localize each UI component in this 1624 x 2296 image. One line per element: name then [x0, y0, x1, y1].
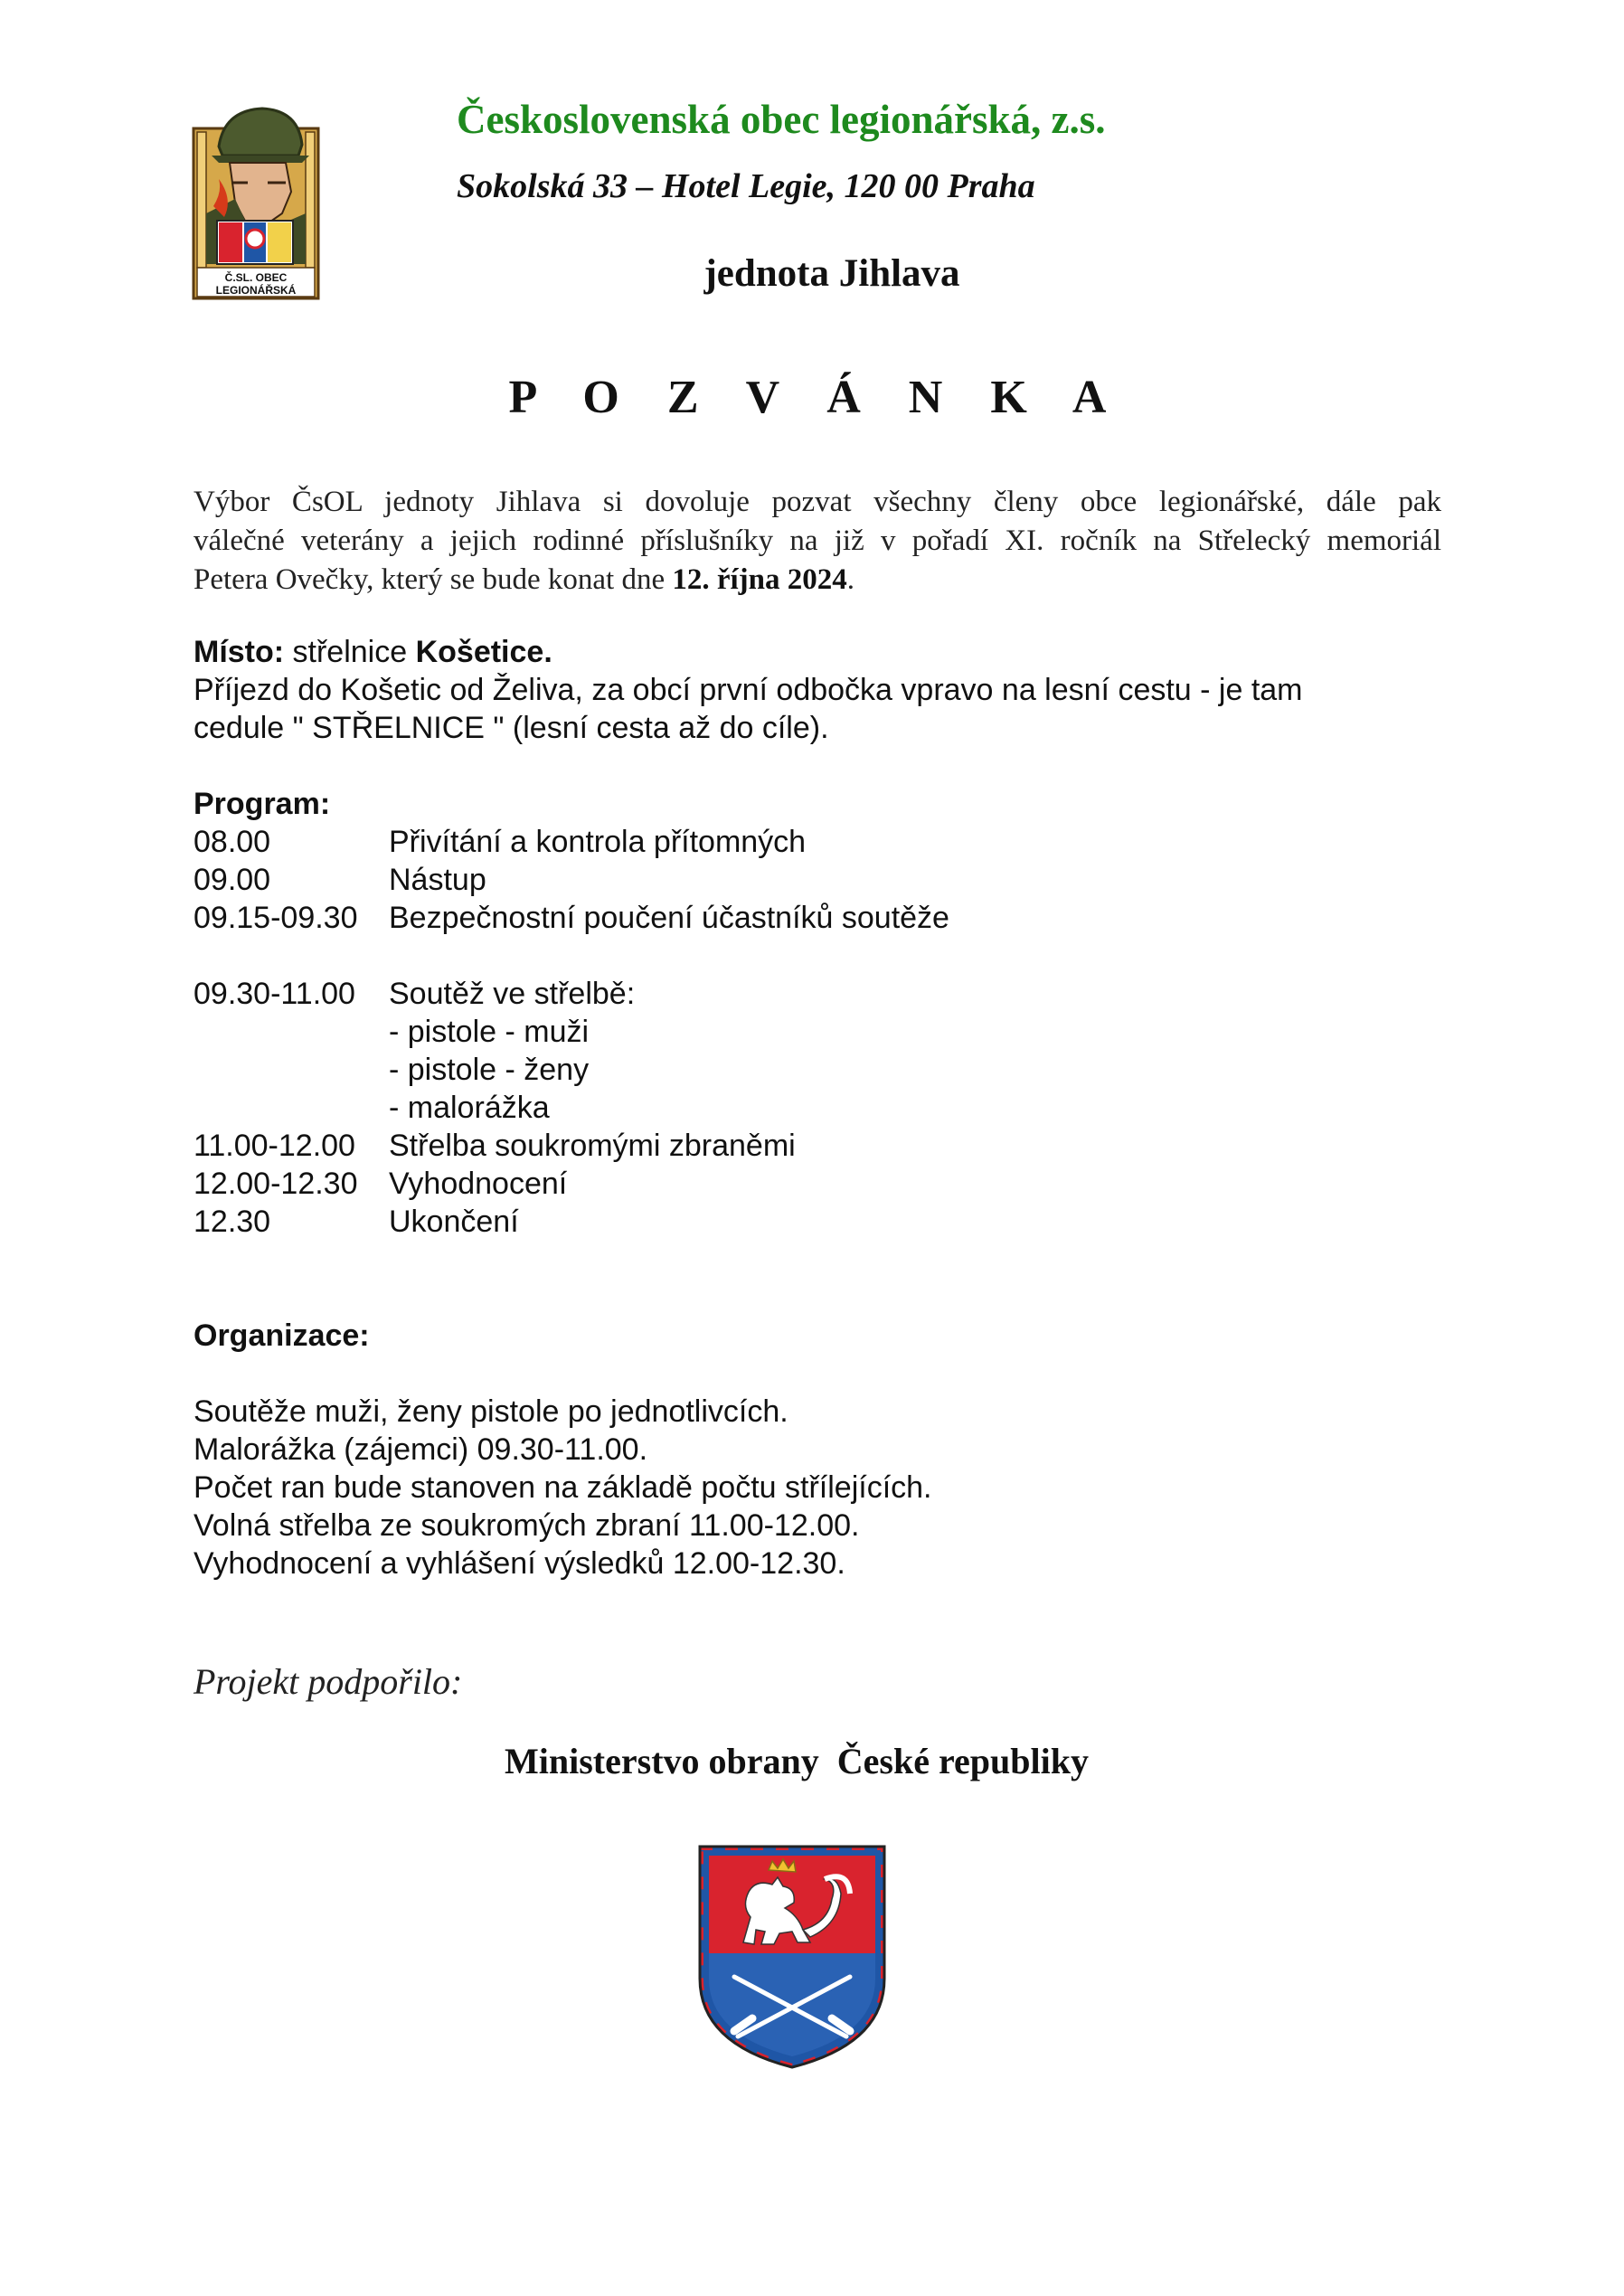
- program-item: Bezpečnostní poučení účastníků soutěže: [389, 901, 949, 935]
- program-item: - pistole - ženy: [389, 1053, 590, 1087]
- program-time: [194, 1013, 389, 1051]
- branch-name: jednota Jihlava: [703, 252, 960, 295]
- intro-line-3-end: .: [846, 563, 855, 596]
- program-item: Soutěž ve střelbě:: [389, 977, 636, 1011]
- program-row: [194, 975, 1369, 1013]
- program-time: 09.00: [194, 863, 271, 897]
- program-time: 11.00-12.00: [194, 1129, 355, 1163]
- program-item: Ukončení: [389, 1205, 519, 1239]
- intro-line-3-text: Petera Ovečky, který se bude konat dne: [194, 563, 673, 596]
- program-row: [194, 899, 1369, 937]
- organization-line: Vyhodnocení a vyhlášení výsledků 12.00-12.30.: [194, 1546, 845, 1581]
- place-prefix: střelnice: [284, 635, 416, 669]
- organization-line: Malorážka (zájemci) 09.30-11.00.: [194, 1432, 648, 1467]
- program-item: - malorážka: [389, 1091, 550, 1125]
- logo-text-bottom: LEGIONÁŘSKÁ: [215, 284, 297, 297]
- organization-section: [194, 1317, 1369, 1583]
- program-item: Přivítání a kontrola přítomných: [389, 825, 807, 859]
- program-time: 12.30: [194, 1205, 271, 1239]
- intro-line-3: [194, 561, 1441, 600]
- intro-line-1: Výbor ČsOL jednoty Jihlava si dovoluje pozvat všechny členy obce legionářské, dále pak: [194, 486, 1441, 518]
- place-line: [194, 633, 1459, 671]
- program-item: Vyhodnocení: [389, 1167, 568, 1201]
- program-spacer: [194, 937, 1369, 975]
- program-row: [194, 1127, 1369, 1165]
- program-item: - pistole - muži: [389, 1015, 590, 1049]
- program-item: Nástup: [389, 863, 486, 897]
- ministry-emblem: [696, 1843, 888, 2071]
- organization-heading: Organizace:: [194, 1318, 370, 1353]
- org-name: Československá obec legionářská, z.s.: [457, 97, 1106, 142]
- program-row: [194, 823, 1369, 861]
- place-directions-2: cedule " STŘELNICE " (lesní cesta až do cíle).: [194, 711, 829, 745]
- org-address: Sokolská 33 – Hotel Legie, 120 00 Praha: [457, 167, 1035, 205]
- page-title: P O Z V Á N K A: [508, 372, 1125, 423]
- ministry-name: Ministerstvo obrany České republiky: [505, 1741, 1089, 1781]
- place-directions-1: Příjezd do Košetic od Želiva, za obcí první odbočka vpravo na lesní cestu - je tam: [194, 673, 1303, 707]
- program-item: Střelba soukromými zbraněmi: [389, 1129, 796, 1163]
- program-row: [194, 1051, 1369, 1089]
- program-row: [194, 1013, 1369, 1051]
- program-row: [194, 861, 1369, 899]
- place-label: Místo:: [194, 635, 285, 669]
- program-row: [194, 1165, 1369, 1203]
- program-time: 09.15-09.30: [194, 901, 358, 935]
- place-section: [194, 633, 1459, 747]
- program-time: 08.00: [194, 825, 271, 859]
- program-section: [194, 785, 1369, 1241]
- program-time: [194, 1089, 389, 1127]
- intro-line-2: válečné veterány a jejich rodinné příslušníky na již v pořadí XI. ročník na Střelecký memoriál: [194, 524, 1441, 557]
- program-row: [194, 1089, 1369, 1127]
- logo-text-top: Č.SL. OBEC: [224, 271, 288, 284]
- event-date: 12. října 2024: [672, 563, 847, 596]
- organization-line: Volná střelba ze soukromých zbraní 11.00-12.00.: [194, 1508, 860, 1543]
- support-label: Projekt podpořilo:: [194, 1661, 463, 1702]
- place-name: Košetice.: [415, 635, 552, 669]
- program-time: [194, 1051, 389, 1089]
- organization-line: Soutěže muži, ženy pistole po jednotlivcích.: [194, 1394, 788, 1429]
- program-time: 09.30-11.00: [194, 977, 355, 1011]
- program-time: 12.00-12.30: [194, 1167, 358, 1201]
- intro-paragraph: [194, 483, 1441, 600]
- organization-line: Počet ran bude stanoven na základě počtu střílejících.: [194, 1470, 932, 1505]
- program-row: [194, 1203, 1369, 1241]
- program-heading: Program:: [194, 787, 331, 821]
